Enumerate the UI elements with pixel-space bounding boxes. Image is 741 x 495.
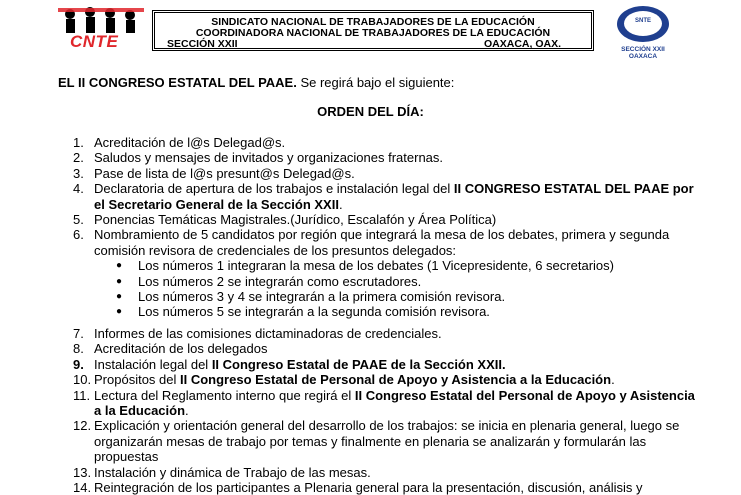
list-item: 5. Ponencias Temáticas Magistrales.(Jurídico, Escalafón y Área Política) [73, 212, 497, 228]
seal-caption: SECCIÓN XXII OAXACA [621, 46, 665, 60]
seal-brand: SNTE [634, 18, 651, 24]
list-item: 14. Reintegración de los participantes a Plenaria general para la presentación, discusión, análisis y [73, 479, 643, 495]
list-item: 1. Acreditación de l@s Delegad@s. [73, 135, 286, 150]
bullet-item: ● Los números 5 se integrarán a la segunda comisión revisora. [116, 304, 490, 320]
list-item: 2. Saludos y mensajes de invitados y organizaciones fraternas. [73, 150, 444, 166]
bullet-item: ● Los números 3 y 4 se integrarán a la primera comisión revisora. [116, 289, 506, 305]
letterhead-line-1: SINDICATO NACIONAL DE TRABAJADORES DE LA EDUCACIÓN [211, 16, 535, 28]
agenda-list [58, 135, 698, 495]
intro-bold: EL II CONGRESO ESTATAL DEL PAAE. [58, 75, 297, 90]
bullet-item: ● Los números 2 se integrarán como escrutadores. [116, 273, 422, 289]
list-item: 13. Instalación y dinámica de Trabajo de las mesas. [73, 464, 371, 480]
intro-rest: Se regirá bajo el siguiente: [296, 75, 455, 90]
bullet-icon: ● [116, 306, 123, 318]
letterhead [152, 10, 594, 51]
list-item: 10. Propósitos del II Congreso Estatal de Personal de Apoyo y Asistencia a la Educación. [73, 372, 615, 388]
snte-seal [607, 6, 679, 58]
bullet-item: ● Los números 1 integraran la mesa de los debates (1 Vicepresidente, 6 secretarios) [116, 258, 614, 274]
list-item: 4. Declaratoria de apertura de los trabajos e instalación legal del II CONGRESO ESTATAL DEL PAAE por el Secretario General de la Sección XXII. [73, 181, 694, 212]
list-item: 12. Explicación y orientación general del desarrollo de los trabajos: se inicia en plenaria general, luego se organizarán mesas de trabajo por temas y finalmente en plenaria se analizarán y formularán las propuestas [73, 418, 680, 465]
location-label: OAXACA, OAX. [483, 38, 561, 50]
cnte-logo [52, 6, 148, 52]
list-item: 9. Instalación legal del II Congreso Estatal de PAAE de la Sección XXII. [73, 356, 506, 372]
list-item: 8. Acreditación de los delegados [73, 341, 268, 357]
intro-line [58, 75, 454, 90]
letterhead-line-3 [155, 38, 591, 50]
cnte-logo-text: CNTE [70, 32, 119, 51]
raised-fists-icon [58, 6, 144, 34]
list-item: 3. Pase de lista de l@s presunt@s Delegad@s. [73, 165, 355, 181]
list-item: 7. Informes de las comisiones dictaminadoras de credenciales. [73, 325, 442, 341]
letterhead-line-2: COORDINADORA NACIONAL DE TRABAJADORES DE LA EDUCACIÓN [195, 27, 551, 39]
section-label: SECCIÓN XXII [167, 38, 238, 50]
bullet-icon: ● [116, 260, 123, 272]
bullet-icon: ● [116, 291, 123, 303]
list-item: 11. Lectura del Reglamento interno que regirá el II Congreso Estatal del Personal de Apoyo y Asistencia a la Educación. [73, 387, 695, 418]
page-title: ORDEN DEL DÍA: [317, 104, 424, 119]
list-item: 6. Nombramiento de 5 candidatos por región que integrará la mesa de los debates, primera y segunda comisión revisora de credenciales de los presuntos delegados: [73, 227, 670, 258]
bullet-icon: ● [116, 275, 123, 287]
